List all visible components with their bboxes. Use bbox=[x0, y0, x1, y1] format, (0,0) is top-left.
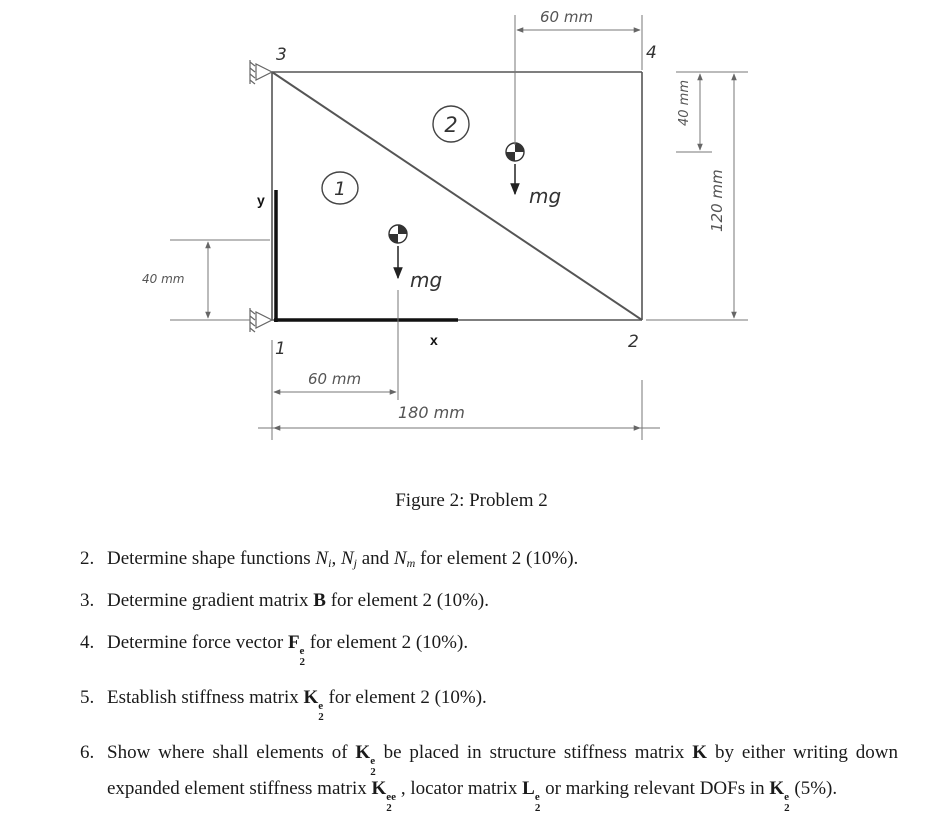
text-run: Determine shape functions bbox=[107, 548, 316, 569]
symbol-K: K bbox=[355, 741, 371, 763]
task-text bbox=[107, 590, 898, 613]
element-label-2 bbox=[433, 106, 469, 142]
task-number: 4. bbox=[80, 631, 95, 653]
task-text bbox=[107, 632, 898, 668]
superscript: e bbox=[318, 699, 324, 712]
node-label-1: 1 bbox=[275, 339, 286, 359]
dimension-60mm-bottom-label: 60 mm bbox=[308, 370, 362, 388]
load-label-element-1: mg bbox=[410, 268, 443, 292]
task-list bbox=[80, 548, 903, 833]
text-run: for element 2 (10%). bbox=[323, 686, 487, 708]
dimension-40mm-left-label: 40 mm bbox=[142, 272, 185, 286]
dimension-40mm-right-label: 40 mm bbox=[677, 79, 692, 126]
subscript: m bbox=[406, 556, 416, 570]
task-number: 5. bbox=[80, 686, 95, 708]
support-node-3-icon bbox=[250, 60, 272, 84]
dimension-60mm-top-label: 60 mm bbox=[540, 8, 594, 26]
element-label-1-text: 1 bbox=[333, 178, 347, 200]
superscript: e bbox=[370, 754, 376, 767]
centroid-element-2-icon bbox=[506, 143, 524, 161]
task-4 bbox=[80, 632, 898, 668]
subscript: 2 bbox=[299, 655, 306, 668]
text-run: Determine gradient matrix bbox=[107, 589, 314, 611]
text-run: for element 2 (10%). bbox=[305, 631, 469, 653]
subscript: 2 bbox=[370, 765, 376, 778]
element-label-2-text: 2 bbox=[444, 113, 458, 137]
supsub bbox=[386, 792, 396, 814]
subscript: 2 bbox=[784, 801, 790, 814]
dimension-120mm bbox=[646, 72, 748, 320]
text-run: or marking relevant DOFs in bbox=[540, 777, 770, 799]
text-run: be placed in structure stiffness matrix bbox=[375, 741, 693, 763]
task-6 bbox=[80, 741, 903, 814]
dimension-60mm-bottom bbox=[272, 290, 398, 440]
node-label-3: 3 bbox=[276, 45, 287, 65]
text-run: for element 2 (10%). bbox=[325, 589, 490, 611]
support-node-1-icon bbox=[250, 308, 272, 332]
text-run: Determine force vector bbox=[107, 631, 288, 653]
task-text bbox=[107, 687, 898, 723]
superscript: e bbox=[534, 790, 540, 803]
centroid-element-1-icon bbox=[389, 225, 407, 243]
symbol-N: N bbox=[340, 548, 354, 569]
task-text bbox=[107, 741, 903, 814]
text-run: , bbox=[331, 548, 341, 569]
symbol-K: K bbox=[371, 777, 387, 799]
dimension-60mm-top bbox=[515, 15, 642, 145]
task-number: 2. bbox=[80, 548, 95, 569]
task-number: 6. bbox=[80, 741, 95, 763]
plate-outline bbox=[272, 72, 642, 320]
symbol-F: F bbox=[287, 631, 300, 653]
symbol-L: L bbox=[522, 777, 535, 799]
dimension-120mm-label: 120 mm bbox=[708, 169, 726, 232]
axis-x-label: x bbox=[430, 332, 438, 348]
symbol-N: N bbox=[393, 548, 407, 569]
coordinate-axes bbox=[274, 190, 458, 322]
symbol-K: K bbox=[769, 777, 785, 799]
text-run: and bbox=[356, 548, 394, 569]
text-run: Establish stiffness matrix bbox=[107, 686, 304, 708]
task-number: 3. bbox=[80, 589, 95, 611]
element-label-1 bbox=[322, 172, 358, 204]
subscript: i bbox=[328, 556, 332, 570]
symbol-N: N bbox=[315, 548, 329, 569]
load-label-element-2: mg bbox=[529, 184, 562, 208]
figure-caption: Figure 2: Problem 2 bbox=[395, 490, 548, 511]
symbol-K: K bbox=[692, 741, 708, 763]
node-label-2: 2 bbox=[628, 332, 639, 352]
task-5 bbox=[80, 687, 898, 723]
subscript: j bbox=[353, 556, 357, 570]
text-run: , locator matrix bbox=[396, 777, 523, 799]
text-run: (5%). bbox=[789, 777, 838, 799]
node-label-4: 4 bbox=[646, 43, 657, 63]
axis-y-label: y bbox=[257, 192, 265, 208]
dimension-180mm-label: 180 mm bbox=[398, 403, 465, 422]
text-run: by either writing down expanded element stiffness matrix bbox=[107, 741, 903, 799]
symbol-K: K bbox=[303, 686, 319, 708]
superscript: ee bbox=[386, 790, 397, 803]
text-run: Show where shall elements of bbox=[107, 741, 356, 763]
superscript: e bbox=[299, 644, 305, 657]
text-run: for element 2 (10%). bbox=[415, 548, 579, 569]
task-2 bbox=[80, 548, 898, 571]
superscript: e bbox=[784, 790, 790, 803]
subscript: 2 bbox=[534, 801, 541, 814]
task-text bbox=[107, 548, 898, 571]
subscript: 2 bbox=[318, 710, 324, 723]
dimension-40mm-left bbox=[170, 240, 270, 320]
subscript: 2 bbox=[386, 801, 392, 814]
task-3 bbox=[80, 590, 898, 613]
symbol-B: B bbox=[313, 589, 326, 611]
